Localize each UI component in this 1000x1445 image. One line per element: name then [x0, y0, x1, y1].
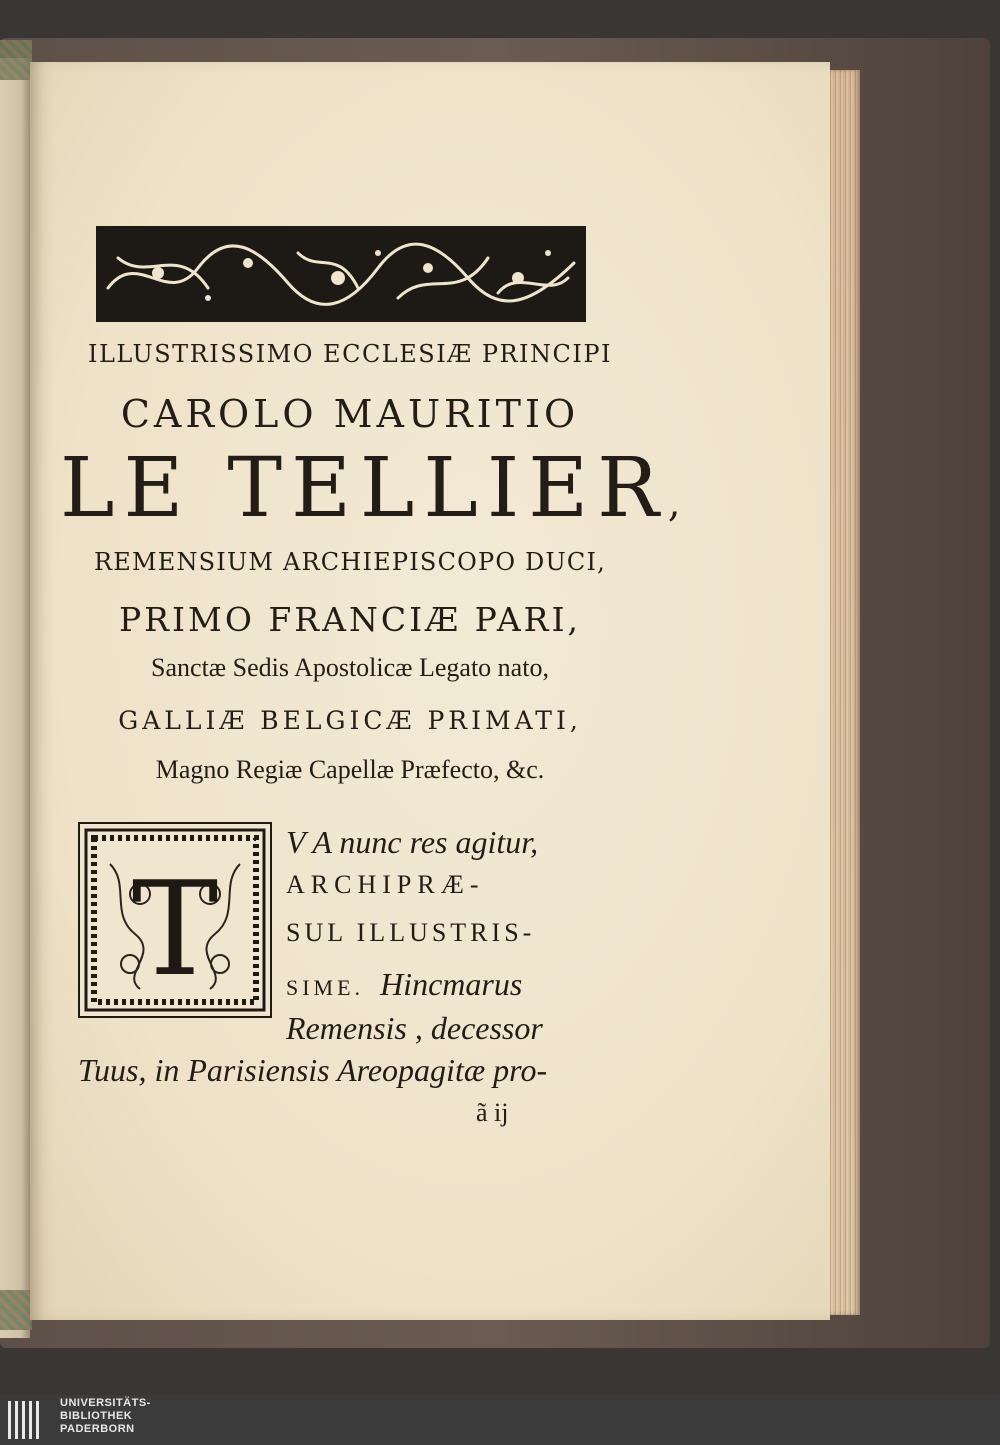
logo-line-3: PADERBORN: [60, 1423, 135, 1435]
dedication-line-7: GALLIÆ BELGICÆ PRIMATI,: [118, 706, 582, 735]
dedication-name-text: LE TELLIER: [60, 441, 668, 536]
body-line-3: SUL ILLUSTRIS-: [286, 918, 536, 947]
body-line-6: Tuus, in Parisiensis Areopagitæ pro-: [78, 1052, 548, 1088]
dedication-line-5: PRIMO FRANCIÆ PARI,: [118, 600, 582, 639]
signature-mark: ã ij: [476, 1098, 509, 1127]
body-line-2: ARCHIPRÆ-: [286, 870, 485, 899]
page-fore-edge: [828, 70, 860, 1315]
dedication-line-1: ILLUSTRISSIMO ECCLESIÆ PRINCIPI: [87, 340, 613, 368]
dedication-line-8: Magno Regiæ Capellæ Præfecto, &c.: [155, 755, 545, 784]
body-line-5: Remensis , decessor: [286, 1010, 543, 1046]
logo-line-1: UNIVERSITÄTS-: [60, 1397, 151, 1409]
library-bars-icon: [6, 1397, 52, 1443]
left-page-edge: [0, 58, 30, 1338]
dedication-line-6: Sanctæ Sedis Apostolicæ Legato nato,: [151, 653, 549, 682]
body-line-4-italic: Hincmarus: [380, 966, 523, 1002]
decorated-initial: [78, 822, 272, 1018]
headband: [0, 40, 32, 80]
body-line-4: [286, 966, 522, 1003]
initial-letter: T: [131, 853, 219, 1005]
woodcut-headpiece-ornament: [96, 226, 586, 322]
logo-line-2: BIBLIOTHEK: [60, 1410, 133, 1422]
body-line-1: V A nunc res agitur,: [286, 824, 539, 860]
library-logo-text: [60, 1397, 151, 1436]
dedication-name-comma: ,: [667, 480, 681, 526]
dedication-name: [60, 441, 681, 536]
dedication-line-4: REMENSIUM ARCHIEPISCOPO DUCI,: [93, 548, 607, 576]
dedication-line-2: CAROLO MAURITIO: [120, 392, 580, 436]
body-line-4-caps: SIME.: [286, 975, 365, 1000]
tailband: [0, 1290, 32, 1330]
